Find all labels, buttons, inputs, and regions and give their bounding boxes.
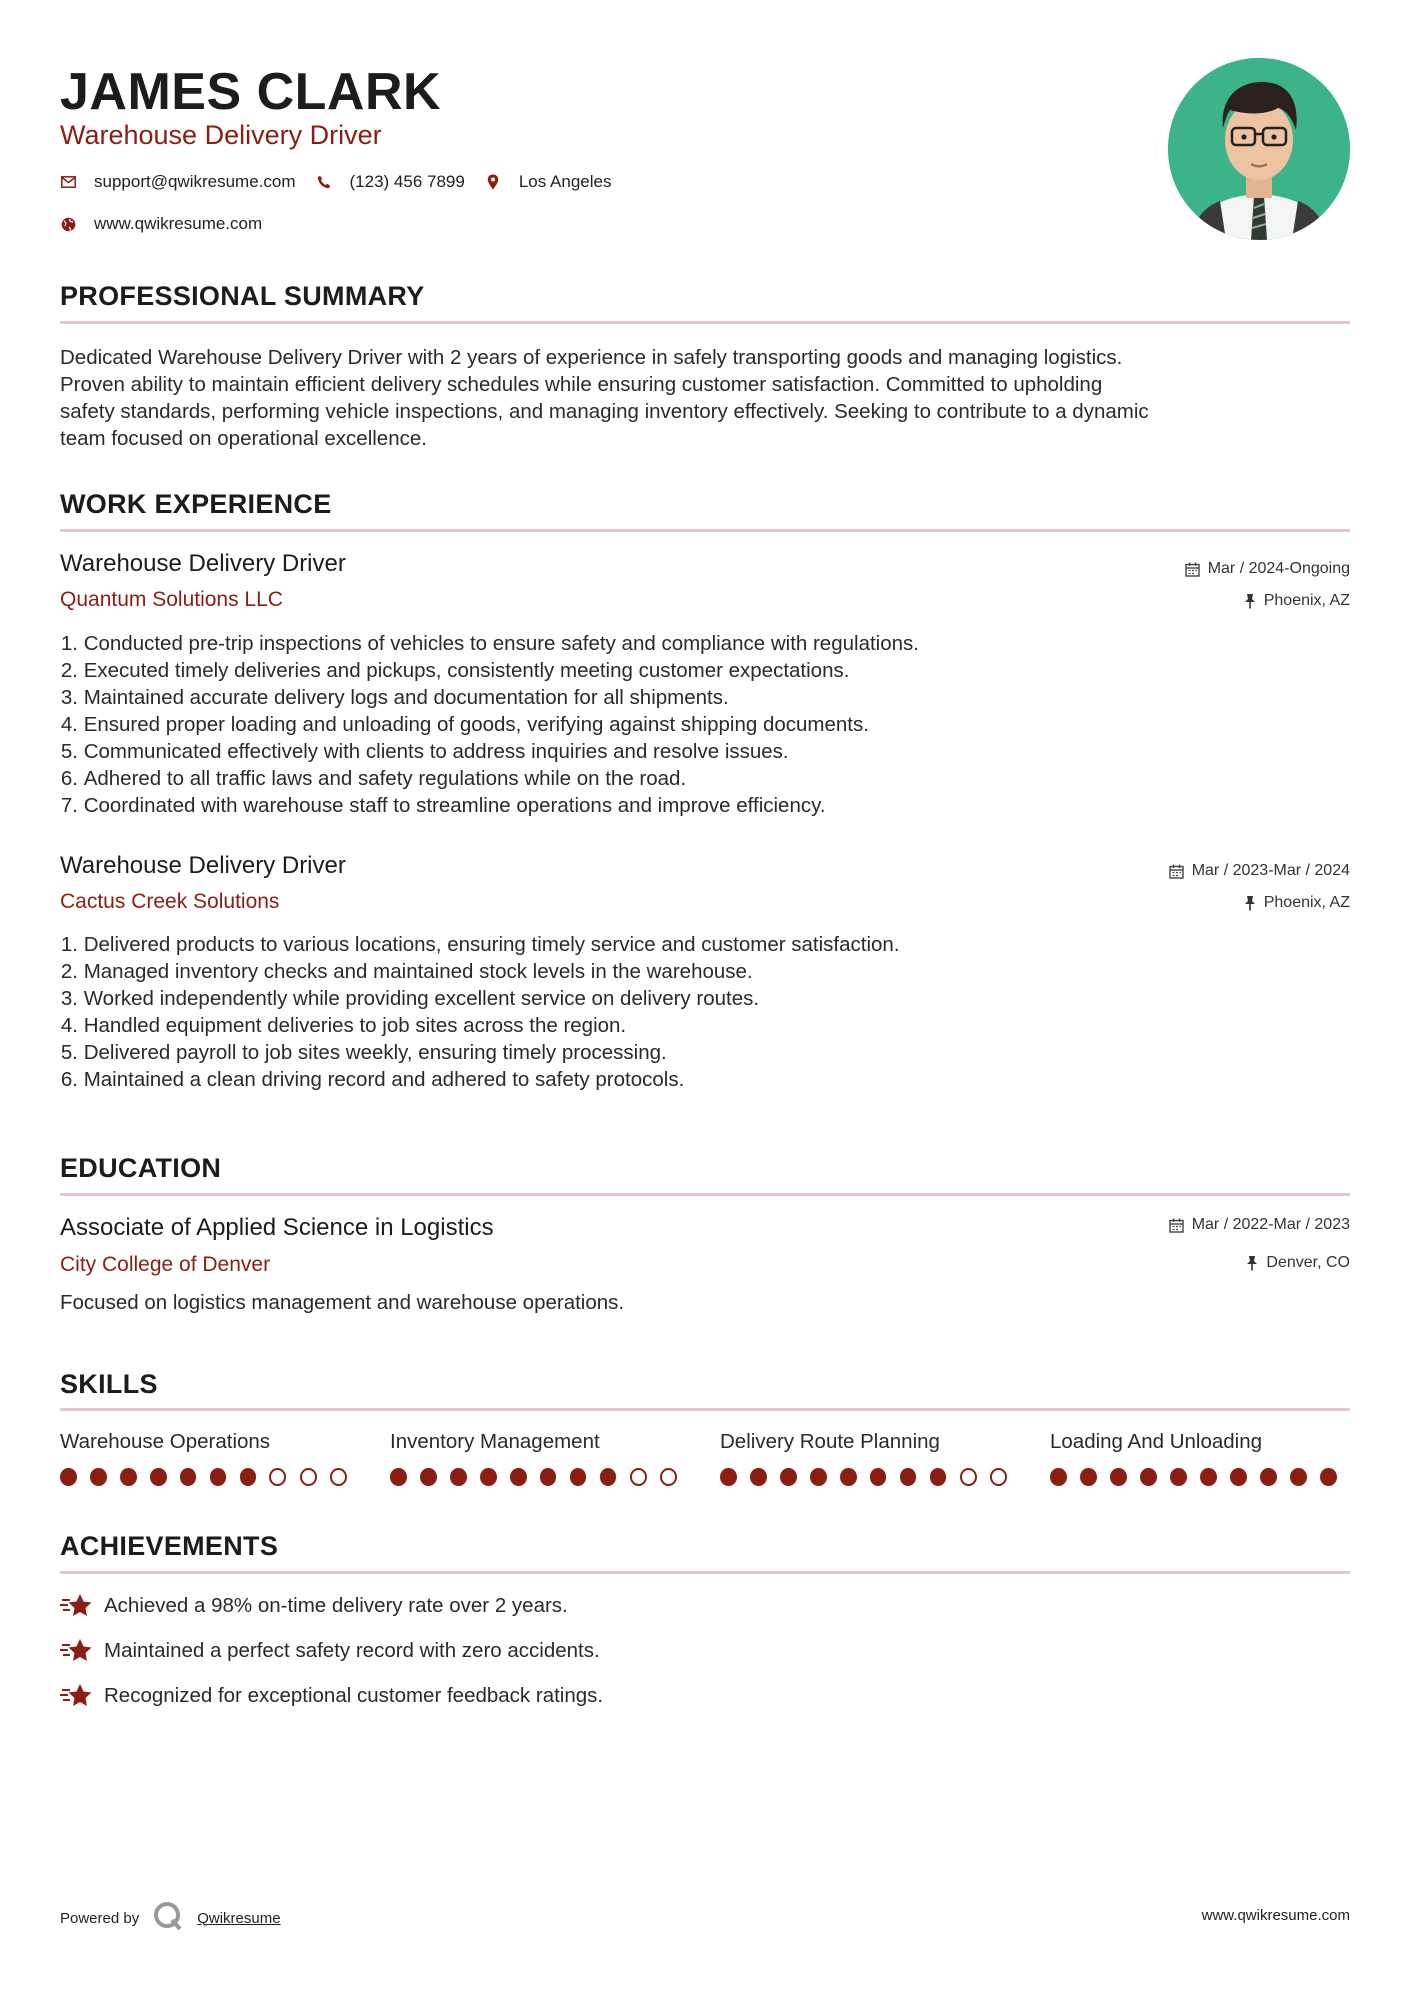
- phone-icon: [316, 174, 332, 190]
- rating-dot-filled: [1080, 1468, 1097, 1486]
- website-text[interactable]: www.qwikresume.com: [94, 214, 263, 233]
- summary-line: Proven ability to maintain efficient delivery schedules while ensuring customer satisfaction. Committed to upholding: [60, 373, 1103, 396]
- rating-dot-filled: [480, 1468, 497, 1486]
- list-item: 2. Executed timely deliveries and pickups, consistently meeting customer expectations.: [60, 659, 850, 682]
- rating-dot-empty: [630, 1468, 647, 1486]
- skill-name: Delivery Route Planning: [720, 1430, 940, 1453]
- summary-divider: [60, 321, 1350, 324]
- resume-page: [60, 0, 1350, 1990]
- email-text[interactable]: support@qwikresume.com: [94, 172, 296, 191]
- job-title: Warehouse Delivery Driver: [60, 550, 346, 577]
- pushpin-icon: [1244, 895, 1256, 911]
- company-name: Cactus Creek Solutions: [60, 890, 280, 913]
- school-name: City College of Denver: [60, 1253, 271, 1276]
- rating-dot-filled: [240, 1468, 257, 1486]
- rating-dot-filled: [450, 1468, 467, 1486]
- achievement-item: [60, 1682, 603, 1710]
- qwikresume-link[interactable]: Qwikresume: [197, 1909, 281, 1927]
- experience-divider: [60, 529, 1350, 532]
- company-name: Quantum Solutions LLC: [60, 588, 283, 611]
- qwikresume-logo-icon: [153, 1901, 183, 1935]
- rating-dot-filled: [1230, 1468, 1247, 1486]
- skill-name: Loading And Unloading: [1050, 1430, 1263, 1453]
- rating-dot-empty: [269, 1468, 286, 1486]
- summary-line: Dedicated Warehouse Delivery Driver with 2 years of experience in safely transporting goods and managing logistics.: [60, 346, 1123, 369]
- rating-dot-filled: [1170, 1468, 1187, 1486]
- pushpin-icon: [1244, 593, 1256, 609]
- powered-by-label: Powered by: [60, 1909, 140, 1927]
- rating-dot-filled: [420, 1468, 437, 1486]
- job-title: Warehouse Delivery Driver: [60, 852, 346, 879]
- skill-rating: [60, 1468, 360, 1486]
- footer-powered-by: [60, 1901, 281, 1935]
- job-dates: [1185, 560, 1350, 578]
- skill-rating: [720, 1468, 1020, 1486]
- education-location-text: Denver, CO: [1266, 1254, 1350, 1271]
- rating-dot-filled: [1140, 1468, 1157, 1486]
- rating-dot-filled: [540, 1468, 557, 1486]
- list-item: 1. Delivered products to various locations, ensuring timely service and customer satisfaction.: [60, 933, 900, 956]
- education-dates-text: Mar / 2022-Mar / 2023: [1191, 1216, 1350, 1233]
- email-item[interactable]: [60, 172, 296, 192]
- job-bullets: [60, 931, 1350, 1093]
- rating-dot-filled: [600, 1468, 617, 1486]
- job-location-text: Phoenix, AZ: [1263, 592, 1350, 609]
- achievement-item: [60, 1592, 568, 1620]
- job-dates-text: Mar / 2023-Mar / 2024: [1191, 862, 1350, 879]
- rating-dot-filled: [720, 1468, 737, 1486]
- rating-dot-filled: [840, 1468, 857, 1486]
- rating-dot-filled: [900, 1468, 917, 1486]
- rating-dot-filled: [870, 1468, 887, 1486]
- job-dates-text: Mar / 2024-Ongoing: [1207, 560, 1350, 577]
- rating-dot-filled: [780, 1468, 797, 1486]
- education-dates: [1169, 1216, 1350, 1234]
- phone-item[interactable]: [316, 172, 465, 192]
- skill-item: [60, 1430, 360, 1486]
- calendar-icon: [1185, 562, 1200, 577]
- contact-row: [60, 172, 631, 192]
- degree-title: Associate of Applied Science in Logistics: [60, 1214, 494, 1241]
- summary-heading: PROFESSIONAL SUMMARY: [60, 281, 425, 311]
- rating-dot-filled: [390, 1468, 407, 1486]
- job-location-text: Phoenix, AZ: [1263, 894, 1350, 911]
- rating-dot-filled: [120, 1468, 137, 1486]
- skills-heading: SKILLS: [60, 1369, 158, 1399]
- list-item: 4. Ensured proper loading and unloading of goods, verifying against shipping documents.: [60, 713, 869, 736]
- rating-dot-empty: [960, 1468, 977, 1486]
- rating-dot-filled: [180, 1468, 197, 1486]
- achievements-heading: ACHIEVEMENTS: [60, 1531, 279, 1561]
- list-item: 5. Delivered payroll to job sites weekly, ensuring timely processing.: [60, 1041, 667, 1064]
- education-heading: EDUCATION: [60, 1153, 222, 1183]
- job-location: [1244, 894, 1350, 912]
- rating-dot-filled: [570, 1468, 587, 1486]
- skill-rating: [1050, 1468, 1350, 1486]
- rating-dot-empty: [300, 1468, 317, 1486]
- achievements-divider: [60, 1571, 1350, 1574]
- list-item: 6. Maintained a clean driving record and adhered to safety protocols.: [60, 1068, 685, 1091]
- education-location: [1246, 1254, 1350, 1272]
- rating-dot-filled: [810, 1468, 827, 1486]
- list-item: 3. Worked independently while providing excellent service on delivery routes.: [60, 987, 760, 1010]
- map-pin-icon: [485, 174, 501, 190]
- candidate-name: JAMES CLARK: [60, 63, 442, 121]
- summary-text: [60, 344, 1350, 452]
- achievement-text: Maintained a perfect safety record with zero accidents.: [104, 1639, 600, 1662]
- rating-dot-filled: [1200, 1468, 1217, 1486]
- profile-photo: [1168, 58, 1350, 240]
- rating-dot-filled: [90, 1468, 107, 1486]
- summary-line: team focused on operational excellence.: [60, 427, 427, 450]
- rating-dot-filled: [1260, 1468, 1277, 1486]
- rating-dot-filled: [510, 1468, 527, 1486]
- list-item: 3. Maintained accurate delivery logs and documentation for all shipments.: [60, 686, 729, 709]
- skills-divider: [60, 1408, 1350, 1411]
- envelope-icon: [60, 174, 76, 190]
- rating-dot-filled: [750, 1468, 767, 1486]
- calendar-icon: [1169, 1218, 1184, 1233]
- list-item: 4. Handled equipment deliveries to job sites across the region.: [60, 1014, 627, 1037]
- rating-dot-empty: [660, 1468, 677, 1486]
- rating-dot-filled: [60, 1468, 77, 1486]
- rating-dot-filled: [1290, 1468, 1307, 1486]
- list-item: 6. Adhered to all traffic laws and safety regulations while on the road.: [60, 767, 687, 790]
- pushpin-icon: [1246, 1255, 1258, 1271]
- skill-item: [720, 1430, 1020, 1486]
- location-item: [485, 172, 612, 192]
- list-item: 7. Coordinated with warehouse staff to streamline operations and improve efficiency.: [60, 794, 826, 817]
- rating-dot-filled: [1110, 1468, 1127, 1486]
- website-item[interactable]: [60, 214, 262, 234]
- star-icon: [60, 1637, 94, 1665]
- achievement-text: Achieved a 98% on-time delivery rate over 2 years.: [104, 1594, 568, 1617]
- rating-dot-filled: [1050, 1468, 1067, 1486]
- star-icon: [60, 1682, 94, 1710]
- rating-dot-filled: [210, 1468, 227, 1486]
- achievement-item: [60, 1637, 600, 1665]
- job-location: [1244, 592, 1350, 610]
- summary-line: safety standards, performing vehicle inspections, and managing inventory effectively. Seeking to contribute to a dynamic: [60, 400, 1149, 423]
- rating-dot-filled: [930, 1468, 947, 1486]
- footer-website[interactable]: www.qwikresume.com: [1201, 1907, 1350, 1924]
- candidate-role: Warehouse Delivery Driver: [60, 120, 382, 150]
- experience-heading: WORK EXPERIENCE: [60, 489, 332, 519]
- achievement-text: Recognized for exceptional customer feedback ratings.: [104, 1684, 604, 1707]
- list-item: 5. Communicated effectively with clients to address inquiries and resolve issues.: [60, 740, 789, 763]
- rating-dot-filled: [150, 1468, 167, 1486]
- skill-name: Warehouse Operations: [60, 1430, 271, 1453]
- job-dates: [1169, 862, 1350, 880]
- skill-item: [1050, 1430, 1350, 1486]
- job-bullets: [60, 630, 1350, 819]
- education-divider: [60, 1193, 1350, 1196]
- phone-text[interactable]: (123) 456 7899: [349, 172, 465, 191]
- skill-name: Inventory Management: [390, 1430, 600, 1453]
- skill-item: [390, 1430, 690, 1486]
- rating-dot-empty: [330, 1468, 347, 1486]
- education-description: Focused on logistics management and warehouse operations.: [60, 1291, 625, 1314]
- location-text: Los Angeles: [518, 172, 612, 191]
- skill-rating: [390, 1468, 690, 1486]
- website-row: [60, 214, 282, 234]
- globe-icon: [60, 216, 76, 232]
- rating-dot-empty: [990, 1468, 1007, 1486]
- list-item: 2. Managed inventory checks and maintained stock levels in the warehouse.: [60, 960, 753, 983]
- list-item: 1. Conducted pre-trip inspections of vehicles to ensure safety and compliance with regulations.: [60, 632, 919, 655]
- star-icon: [60, 1592, 94, 1620]
- rating-dot-filled: [1320, 1468, 1337, 1486]
- calendar-icon: [1169, 864, 1184, 879]
